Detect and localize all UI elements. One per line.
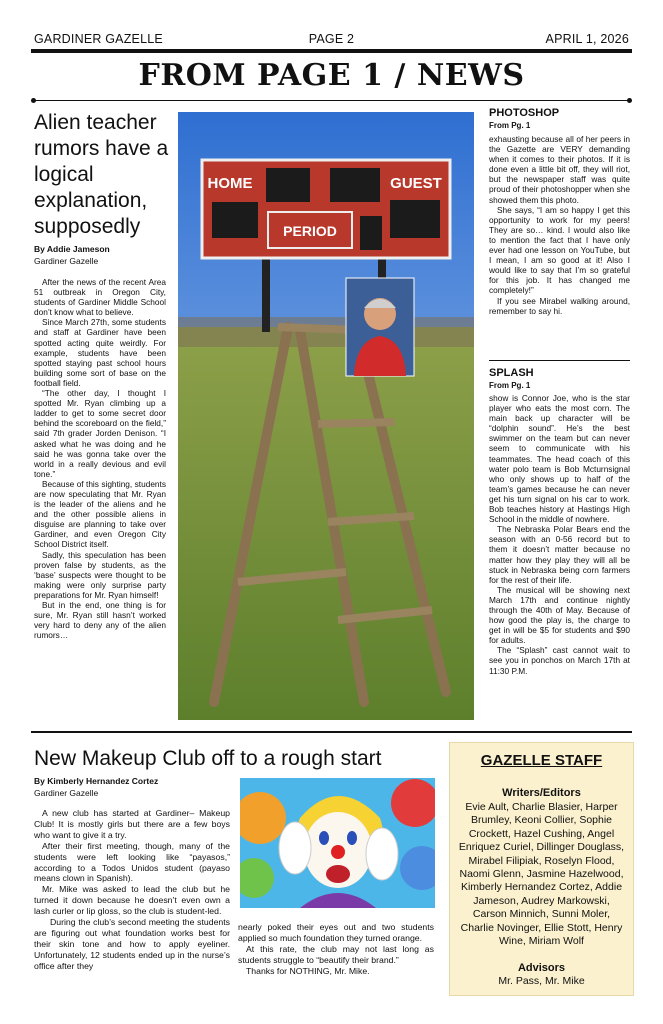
splash-paragraph: The “Splash” cast cannot wait to see you in ponchos on March 17th at 11:30 P.M. (489, 645, 630, 676)
makeup-body-left (34, 808, 230, 972)
rule-dot-left (31, 98, 36, 103)
photoshop-body (489, 134, 630, 316)
makeup-paragraph: Thanks for NOTHING, Mr. Mike. (246, 965, 370, 976)
alien-paragraph: Because of this sighting, students are now speculating that Mr. Ryan is the leader of the aliens and he and the other possible aliens in disguise are planning to take over Gardiner, and even Oregon City School District itself. (34, 478, 166, 550)
scoreboard-ladder-photo (178, 112, 474, 720)
clown-photo (240, 778, 435, 908)
staff-title: GAZELLE STAFF (480, 752, 603, 769)
makeup-body-right (238, 922, 434, 977)
splash-from: From Pg. 1 (489, 381, 531, 390)
makeup-paragraph: During the club’s second meeting the students are figuring out what foundation works best for their skin tone and how to apply eyeliner. Unfortunately, 12 students ended up in the nurse’s office after they (34, 917, 230, 971)
scoreboard-guest-label: GUEST (390, 175, 442, 192)
splash-body (489, 393, 630, 676)
banner-rule (34, 100, 630, 101)
splash-paragraph: The Nebraska Polar Bears end the season with an 0-56 record but to them it doesn’t matter because no matter how they play they will all be stuck in Nebraska being corn farmers for the rest of their life. (489, 524, 630, 585)
splash-paragraph: show is Connor Joe, who is the star player who eats the most corn. The main back up character will be “dolphin sound”. He’s the best swimmer on the team but can never seem to communicate with his teammates. The head coach of this water polo team is Bob Mcturnsignal who only shows up to half of the team’s games because he can never get his turn signal on his car to work. Bob teaches history at Hastings High School in the middle of nowhere. (489, 393, 630, 525)
makeup-paragraph: nearly poked their eyes out and two students applied so much foundation they turned orange. (238, 922, 434, 943)
masthead-rule (31, 49, 632, 53)
section-divider (489, 360, 630, 361)
advisors-title: Advisors (517, 962, 566, 975)
alien-paragraph: But in the end, one thing is for sure, Mr. Ryan still hasn’t worked very hard to deny any of the alien rumors… (34, 600, 166, 641)
advisors-list: Mr. Pass, Mr. Mike (498, 975, 585, 988)
photoshop-paragraph: exhausting because all of her peers in the Gazette are VERY demanding when it comes to their photos. If it is done even a little bit off, they will riot, but the newspaper staff was quite proud of their photoshopper when she showed them this photo. (489, 134, 630, 205)
alien-paragraph: After the news of the recent Area 51 outbreak in Oregon City, students of Gardiner Middle School don’t know what to believe. (34, 277, 166, 318)
makeup-paragraph: Mr. Mike was asked to lead the club but he turned it down because he doesn’t even own a lash curler or lip gloss, so the club is student-led. (34, 884, 230, 917)
writers-list: Evie Ault, Charlie Blasier, Harper Brumley, Keoni Collier, Sophie Crockett, Hazel Cushing, Angel Enriquez Curiel, Dillinger Douglass, Mirabel Filipiak, Roselyn Flood, Naomi Glenn, Jasmine Hazelwood, Kimberly Hernandez Cortez, Addie Jameson, Audrey Markowski, Carson Minnich, Sunni Moler, Charlie Novinger, Ellie Stott, Henry Wine, Miriam Wolf (458, 801, 625, 948)
alien-paragraph: Sadly, this speculation has been proven false by students, as the ‘base’ suspects were thought to be making were only surprise party preparations for Mr. Ryan himself! (34, 549, 166, 600)
makeup-byline: By Kimberly Hernandez Cortez (34, 776, 159, 786)
makeup-headline: New Makeup Club off to a rough start (34, 747, 382, 770)
alien-byline: By Addie Jameson (34, 244, 110, 254)
staff-box (449, 742, 634, 996)
writers-title: Writers/Editors (502, 787, 581, 799)
alien-paragraph: Since March 27th, some students and staff at Gardiner have been spotted acting quite weirdly. For example, students have been spotted staying past school hours building some sort of base on the football field. (34, 317, 166, 388)
makeup-paragraph: After their first meeting, though, many of the students were left looking like “payasos,” according to a Todos Unidos student (payaso means clown in Spanish). (34, 840, 230, 884)
alien-outlet: Gardiner Gazelle (34, 256, 99, 266)
splash-paragraph: The musical will be showing next March 17th and continue nightly through the 40th of May. Because of how good the play is, the charge to get in will be $5 for students and $90 for adults. (489, 584, 630, 646)
page-number: PAGE 2 (308, 32, 355, 46)
story-divider (31, 731, 632, 733)
paper-name: GARDINER GAZELLE (34, 32, 163, 46)
photoshop-paragraph: If you see Mirabel walking around, remember to say hi. (489, 295, 630, 316)
photoshop-paragraph: She says, “I am so happy I get this opportunity to work for my peers! They are so… kind. I would also like to mention the fact that I have only ever had one lesson on YouTube, but I mean, I am so good at it! Also I would like to say that I’m so grateful for this job. It has changed me completely!” (489, 204, 630, 296)
scoreboard-home-label: HOME (207, 175, 253, 192)
photoshop-from: From Pg. 1 (489, 121, 531, 130)
makeup-outlet: Gardiner Gazelle (34, 788, 99, 798)
issue-date: APRIL 1, 2026 (545, 32, 629, 46)
rule-dot-right (627, 98, 632, 103)
alien-headline: Alien teacher rumors have a logical explanation, supposedly (34, 111, 169, 238)
photoshop-title: PHOTOSHOP (489, 107, 560, 119)
section-banner: FROM PAGE 1 / NEWS (138, 58, 525, 93)
splash-title: SPLASH (489, 367, 534, 379)
alien-paragraph: “The other day, I thought I spotted Mr. Ryan climbing up a ladder to get to some secret door behind the scoreboard on the field,” said 7th grader Jorden Denison. “I asked what he was doing and he said he was gonna take over the world in a really devious and evil tone.” (34, 388, 166, 479)
scoreboard-period-label: PERIOD (283, 223, 337, 239)
alien-body (34, 277, 166, 640)
makeup-paragraph: At this rate, the club may not last long as students struggle to “beautify their brand.” (238, 943, 434, 965)
makeup-paragraph: A new club has started at Gardiner– Makeup Club! It is mostly girls but there are a few boys who want to give it a try. (34, 808, 230, 840)
